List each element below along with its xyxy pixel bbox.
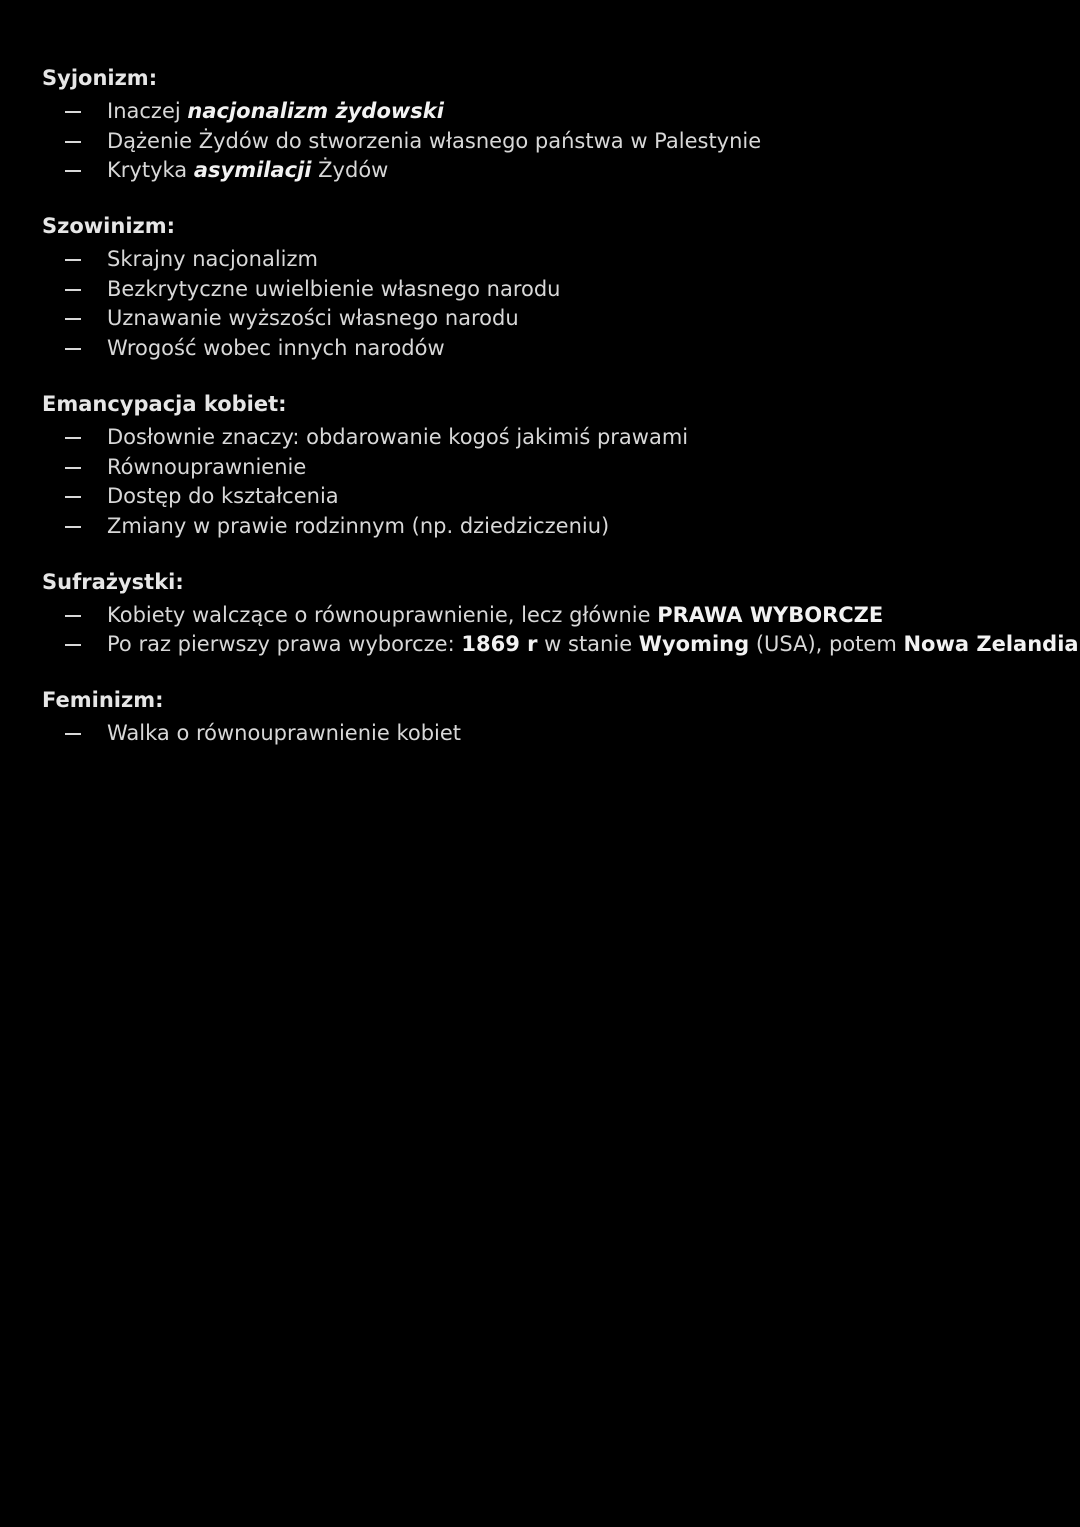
list-item <box>42 512 1080 542</box>
list-item <box>42 601 1080 631</box>
bullet-list <box>42 423 1080 542</box>
emphasized-text: Wyoming <box>638 632 750 657</box>
item-text: Krytyka <box>107 158 194 183</box>
emphasized-text: 1869 r <box>461 632 538 657</box>
item-text: Bezkrytyczne uwielbienie własnego narodu <box>107 276 561 301</box>
bullet-list <box>42 245 1080 364</box>
emphasized-text: asymilacji <box>193 158 312 183</box>
list-item <box>42 245 1080 275</box>
item-text: Dosłownie znaczy: obdarowanie kogoś jakimiś prawami <box>107 424 689 449</box>
list-item <box>42 275 1080 305</box>
item-text: Walka o równouprawnienie kobiet <box>107 720 462 745</box>
item-text: Uznawanie wyższości własnego narodu <box>107 306 519 331</box>
list-item <box>42 156 1080 186</box>
bullet-list <box>42 719 1080 749</box>
section-syjonizm <box>42 62 1080 186</box>
emphasized-text: nacjonalizm żydowski <box>187 99 444 123</box>
section-title: Szowinizm: <box>42 214 176 239</box>
list-item <box>42 127 1080 157</box>
list-item <box>42 304 1080 334</box>
section-feminizm <box>42 684 1080 749</box>
item-text: Dążenie Żydów do stworzenia własnego państwa w Palestynie <box>107 128 762 153</box>
section-emancypacja-kobiet <box>42 388 1080 542</box>
section-title: Sufrażystki: <box>42 569 184 594</box>
item-text: Skrajny nacjonalizm <box>107 247 318 272</box>
list-item <box>42 97 1080 127</box>
emphasized-text: Nowa Zelandia <box>903 632 1079 657</box>
item-text: Żydów <box>311 158 389 183</box>
section-title: Feminizm: <box>42 687 164 712</box>
bullet-list <box>42 97 1080 186</box>
bullet-list <box>42 601 1080 660</box>
list-item <box>42 719 1080 749</box>
item-text: Zmiany w prawie rodzinnym (np. dziedziczeniu) <box>107 513 610 538</box>
list-item <box>42 453 1080 483</box>
item-text: Wrogość wobec innych narodów <box>107 336 445 361</box>
item-text: w stanie <box>537 632 639 657</box>
list-item <box>42 423 1080 453</box>
section-szowinizm <box>42 210 1080 364</box>
list-item <box>42 482 1080 512</box>
emphasized-text: PRAWA WYBORCZE <box>657 602 884 627</box>
section-title: Syjonizm: <box>42 66 158 90</box>
list-item <box>42 630 1080 660</box>
item-text: Po raz pierwszy prawa wyborcze: <box>107 632 462 657</box>
list-item <box>42 334 1080 364</box>
section-title: Emancypacja kobiet: <box>42 391 287 416</box>
item-text: Dostęp do kształcenia <box>107 484 339 509</box>
item-text: Równouprawnienie <box>107 454 307 479</box>
item-text: Inaczej <box>107 99 188 123</box>
item-text: Kobiety walczące o równouprawnienie, lecz głównie <box>107 602 658 627</box>
item-text: (USA), potem <box>749 632 904 657</box>
section-sufrazystki <box>42 566 1080 660</box>
